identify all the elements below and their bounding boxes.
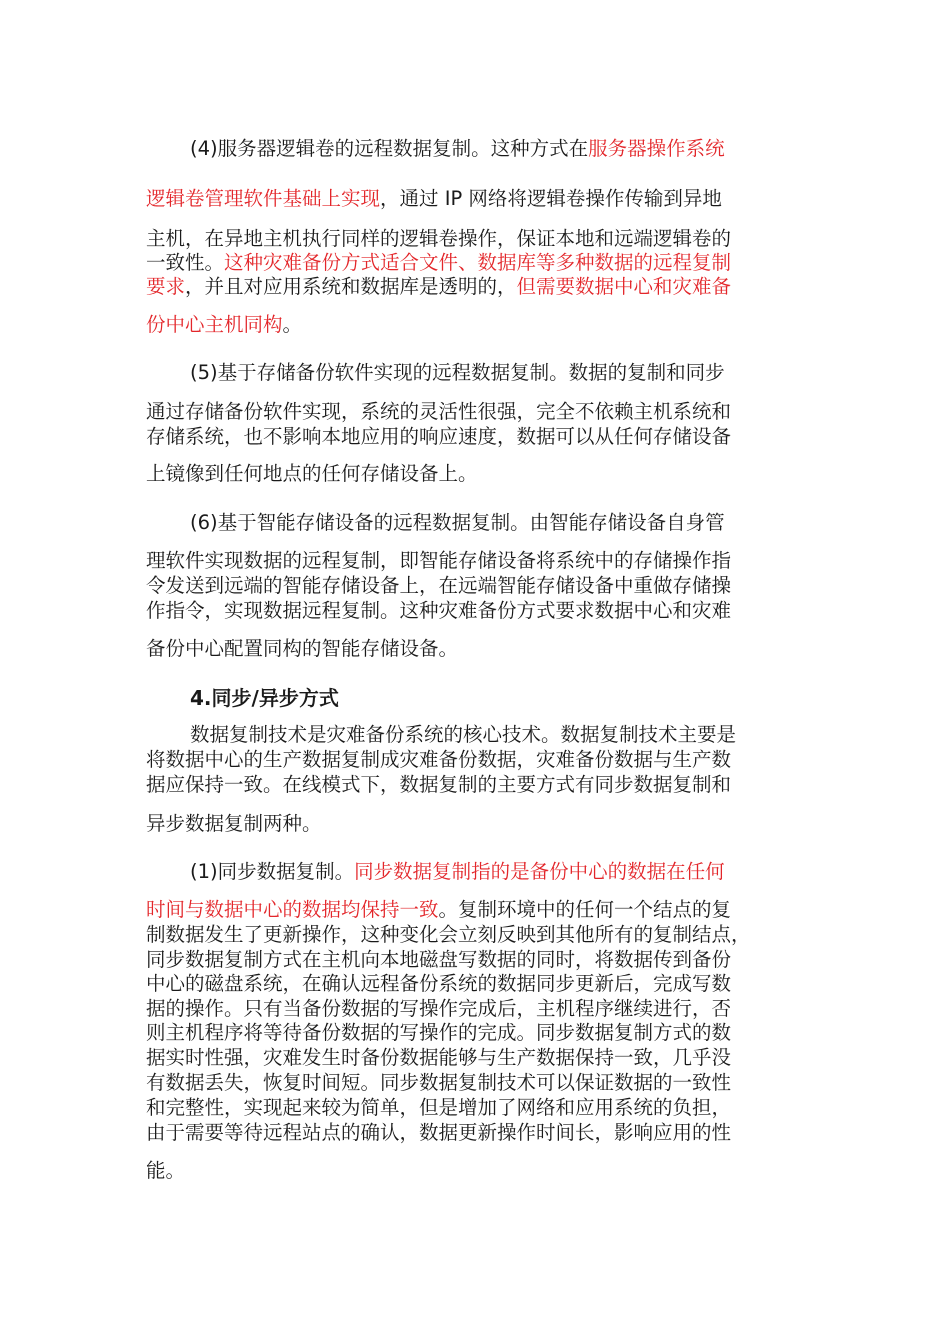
text-run: 一致性。 bbox=[146, 251, 225, 274]
text-run: 通过存储备份软件实现，系统的灵活性很强，完全不依赖主机系统和 bbox=[146, 400, 732, 423]
highlighted-text-run: 份中心主机同构 bbox=[146, 313, 283, 336]
sync-line-2 bbox=[146, 897, 816, 923]
text-run: (5)基于存储备份软件实现的远程数据复制。数据的复制和同步 bbox=[190, 361, 725, 384]
sync-line-5 bbox=[146, 971, 816, 997]
highlighted-text-run: 要求 bbox=[146, 275, 186, 298]
text-run: 存储系统，也不影响本地应用的响应速度，数据可以从任何存储设备 bbox=[146, 425, 732, 448]
text-run: 由于需要等待远程站点的确认，数据更新操作时间长，影响应用的性 bbox=[146, 1121, 732, 1144]
para-4-line-5 bbox=[146, 274, 816, 300]
text-run: (1)同步数据复制。 bbox=[190, 860, 355, 883]
text-run: 上镜像到任何地点的任何存储设备上。 bbox=[146, 462, 478, 485]
text-run: 备份中心配置同构的智能存储设备。 bbox=[146, 637, 459, 660]
intro-line-1 bbox=[190, 722, 816, 748]
sync-line-1 bbox=[190, 859, 816, 885]
highlighted-text-run: 逻辑卷管理软件基础上实现 bbox=[146, 187, 381, 210]
text-run: ，通过 IP 网络将逻辑卷操作传输到异地 bbox=[380, 187, 722, 210]
sync-line-9 bbox=[146, 1070, 816, 1096]
para-4-line-4 bbox=[146, 250, 816, 276]
sync-line-10 bbox=[146, 1095, 816, 1121]
highlighted-text-run: 服务器操作系统 bbox=[588, 137, 725, 160]
para-5-line-2 bbox=[146, 399, 816, 425]
highlighted-text-run: 但需要数据中心和灾难备 bbox=[516, 275, 732, 298]
sync-line-11 bbox=[146, 1120, 816, 1146]
intro-line-4 bbox=[146, 811, 816, 837]
text-run: 作指令，实现数据远程复制。这种灾难备份方式要求数据中心和灾难 bbox=[146, 599, 732, 622]
intro-line-2 bbox=[146, 747, 816, 773]
para-4-line-1 bbox=[190, 136, 816, 162]
para-4-line-2 bbox=[146, 186, 816, 212]
sync-line-3 bbox=[146, 922, 816, 948]
text-run: 据的操作。只有当备份数据的写操作完成后，主机程序继续进行，否 bbox=[146, 997, 732, 1020]
highlighted-text-run: 同步数据复制指的是备份中心的数据在任何 bbox=[354, 860, 725, 883]
para-4-line-3 bbox=[146, 226, 816, 252]
para-5-line-4 bbox=[146, 461, 816, 487]
para-5-line-3 bbox=[146, 424, 816, 450]
section-heading: 4.同步/异步方式 bbox=[190, 686, 339, 710]
text-run: (4)服务器逻辑卷的远程数据复制。这种方式在 bbox=[190, 137, 589, 160]
text-run: 制数据发生了更新操作，这种变化会立刻反映到其他所有的复制结点， bbox=[146, 923, 751, 946]
text-run: 有数据丢失，恢复时间短。同步数据复制技术可以保证数据的一致性 bbox=[146, 1071, 732, 1094]
sync-line-4 bbox=[146, 947, 816, 973]
text-run: 能。 bbox=[146, 1159, 186, 1182]
text-run: 据应保持一致。在线模式下，数据复制的主要方式有同步数据复制和 bbox=[146, 773, 732, 796]
text-run: 主机，在异地主机执行同样的逻辑卷操作，保证本地和远端逻辑卷的 bbox=[146, 227, 732, 250]
para-6-line-5 bbox=[146, 636, 816, 662]
highlighted-text-run: 这种灾难备份方式适合文件、数据库等多种数据的远程复制 bbox=[224, 251, 732, 274]
text-run: 数据复制技术是灾难备份系统的核心技术。数据复制技术主要是 bbox=[190, 723, 737, 746]
sync-line-8 bbox=[146, 1045, 816, 1071]
para-6-line-3 bbox=[146, 573, 816, 599]
text-run: 和完整性，实现起来较为简单，但是增加了网络和应用系统的负担， bbox=[146, 1096, 732, 1119]
para-6-line-4 bbox=[146, 598, 816, 624]
para-5-line-1 bbox=[190, 360, 816, 386]
sync-line-6 bbox=[146, 996, 816, 1022]
highlighted-text-run: 时间与数据中心的数据均保持一致 bbox=[146, 898, 439, 921]
para-6-line-1 bbox=[190, 510, 816, 536]
text-run: 令发送到远端的智能存储设备上，在远端智能存储设备中重做存储操 bbox=[146, 574, 732, 597]
sync-line-7 bbox=[146, 1020, 816, 1046]
intro-line-3 bbox=[146, 772, 816, 798]
text-run: 据实时性强，灾难发生时备份数据能够与生产数据保持一致，几乎没 bbox=[146, 1046, 732, 1069]
para-6-line-2 bbox=[146, 548, 816, 574]
text-run: (6)基于智能存储设备的远程数据复制。由智能存储设备自身管 bbox=[190, 511, 725, 534]
para-4-line-6 bbox=[146, 312, 816, 338]
text-run: 理软件实现数据的远程复制，即智能存储设备将系统中的存储操作指 bbox=[146, 549, 732, 572]
text-run: 异步数据复制两种。 bbox=[146, 812, 322, 835]
text-run: ，并且对应用系统和数据库是透明的， bbox=[185, 275, 517, 298]
sync-line-12 bbox=[146, 1158, 816, 1184]
text-run: 同步数据复制方式在主机向本地磁盘写数据的同时，将数据传到备份 bbox=[146, 948, 732, 971]
text-run: 则主机程序将等待备份数据的写操作的完成。同步数据复制方式的数 bbox=[146, 1021, 732, 1044]
text-run: 将数据中心的生产数据复制成灾难备份数据，灾难备份数据与生产数 bbox=[146, 748, 732, 771]
text-run: 。 bbox=[282, 313, 303, 336]
text-run: 中心的磁盘系统，在确认远程备份系统的数据同步更新后，完成写数 bbox=[146, 972, 732, 995]
text-run: 。复制环境中的任何一个结点的复 bbox=[438, 898, 732, 921]
